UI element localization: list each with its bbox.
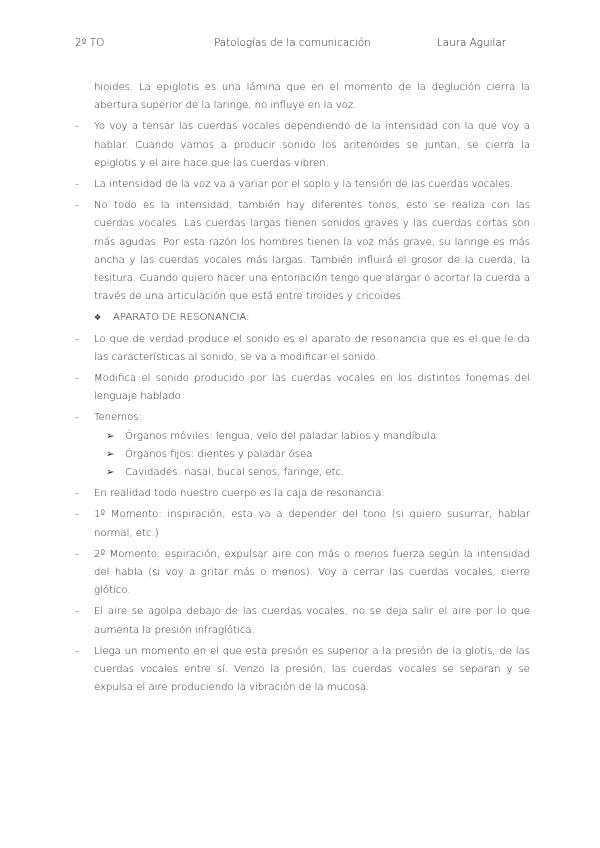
section-title: APARATO DE RESONANCIA: bbox=[113, 312, 250, 324]
list-item bbox=[75, 409, 530, 427]
sub-list bbox=[75, 428, 530, 483]
list-item-text: La intensidad de la voz va a variar por el soplo y la tensión de las cuerdas vocales. bbox=[94, 179, 513, 191]
document-body bbox=[75, 79, 530, 701]
list-item-text: Llega un momento en el que esta presión es superior a la presión de la glotis, de las cuerdas vocales entre sí. Venzo la presión, las cuerdas vocales se separan y se expulsa el aire produciendo la vibración de la mucosa. bbox=[94, 645, 530, 694]
page-header bbox=[0, 37, 600, 51]
list-item bbox=[75, 331, 530, 367]
header-author: Laura Aguilar bbox=[437, 37, 507, 49]
list-item bbox=[75, 118, 530, 173]
list-item bbox=[75, 485, 530, 503]
list-item-text: 2º Momento: espiración, expulsar aire con más o menos fuerza según la intensidad del habla (si voy a gritar más o menos). Voy a cerrar las cuerdas vocales, cierre glótico. bbox=[94, 548, 530, 597]
arrow-bullet-icon: ➢ bbox=[106, 467, 115, 479]
list-item bbox=[75, 370, 530, 406]
sub-list-item bbox=[75, 464, 530, 482]
list-item-text: No todo es la intensidad, también hay diferentes tonos, esto se realiza con las cuerdas vocales. Las cuerdas largas tienen sonidos graves y las cuerdas cortas son más agudas. Por esta razón los hombres tienen la voz más grave, su laringe es más ancha y las cuerdas vocales más largas. También influirá el grosor de la cuerda, la tesitura. Cuando quiero hacer una entonación tengo que alargar o acortar la cuerda a través de una articulación que está entre tiroides y cricoides. bbox=[94, 200, 530, 303]
dash-bullet: - bbox=[75, 606, 79, 618]
intro-paragraph: hioides. La epiglotis es una lámina que en el momento de la deglución cierra la abertura superior de la laringe, no influye en la voz. bbox=[94, 82, 530, 112]
sub-list-item bbox=[75, 428, 530, 446]
list-item bbox=[75, 643, 530, 698]
dash-bullet: - bbox=[75, 488, 79, 500]
list-item bbox=[75, 176, 530, 194]
sub-list-item-text: Cavidades: nasal, bucal senos, faringe, etc. bbox=[125, 467, 345, 479]
dash-bullet: - bbox=[75, 373, 79, 385]
list-item-text: Yo voy a tensar las cuerdas vocales dependiendo de la intensidad con la que voy a hablar. Cuando vamos a producir sonido los aritenoides se juntan, se cierra la epiglotis y el aire hace que las cuerdas vibren. bbox=[94, 121, 530, 169]
dash-bullet: - bbox=[75, 121, 79, 133]
sub-list-item bbox=[75, 446, 530, 464]
diamond-bullet-icon: ❖ bbox=[94, 313, 102, 323]
arrow-bullet-icon: ➢ bbox=[106, 448, 115, 460]
list-item bbox=[75, 506, 530, 542]
dash-bullet: - bbox=[75, 333, 79, 345]
list-item bbox=[75, 197, 530, 306]
sub-list-item-text: Órganos fijos: dientes y paladar ósea bbox=[125, 448, 313, 460]
list-item bbox=[75, 603, 530, 639]
dash-bullet: - bbox=[75, 548, 79, 560]
dash-bullet: - bbox=[75, 200, 79, 212]
header-subject: Patologías de la comunicación bbox=[214, 37, 371, 49]
list-item-text: En realidad todo nuestro cuerpo es la caja de resonancia. bbox=[94, 488, 385, 500]
list-item-text: Tenemos: bbox=[94, 412, 142, 424]
dash-bullet: - bbox=[75, 179, 79, 191]
section-heading bbox=[75, 309, 530, 327]
list-item-text: El aire se agolpa debajo de las cuerdas vocales, no se deja salir el aire por lo que aumenta la presión infraglótica. bbox=[94, 606, 530, 636]
header-course: 2º TO bbox=[75, 37, 105, 49]
arrow-bullet-icon: ➢ bbox=[106, 430, 115, 442]
list-item-text: Lo que de verdad produce el sonido es el aparato de resonancia que es el que le da las características al sonido, se va a modificar el sonido. bbox=[94, 333, 530, 363]
dash-bullet: - bbox=[75, 509, 79, 521]
sub-list-item-text: Órganos móviles: lengua, velo del paladar labios y mandíbula bbox=[125, 430, 437, 442]
list-item-text: Modifica el sonido producido por las cuerdas vocales en los distintos fonemas del lenguaje hablado bbox=[94, 373, 530, 403]
dash-bullet: - bbox=[75, 645, 79, 657]
list-item bbox=[75, 546, 530, 601]
dash-bullet: - bbox=[75, 412, 79, 424]
list-item-text: 1º Momento: inspiración, esta va a depender del tono (si quiero susurrar, hablar normal, etc.) bbox=[94, 509, 530, 539]
